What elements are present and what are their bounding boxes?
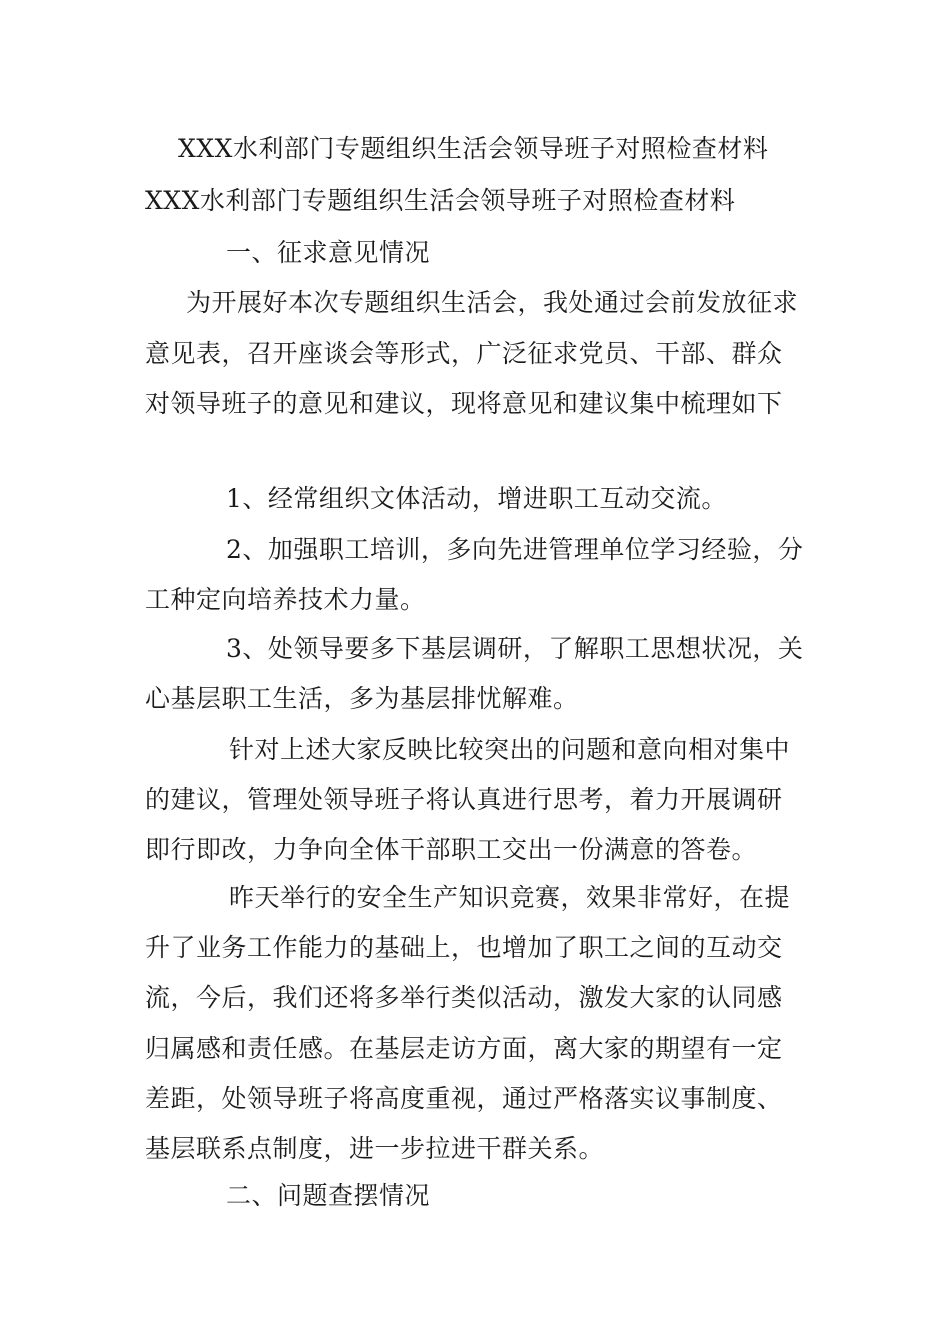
list-item: 2、加强职工培训，多向先进管理单位学习经验，分 xyxy=(226,535,804,564)
paragraph-line: 升了业务工作能力的基础上，也增加了职工之间的互动交 xyxy=(145,933,783,962)
paragraph-line: 意见表，召开座谈会等形式，广泛征求党员、干部、群众 xyxy=(145,339,783,368)
paragraph-line: 对领导班子的意见和建议，现将意见和建议集中梳理如下 xyxy=(145,389,783,418)
paragraph-line: 基层联系点制度，进一步拉进干群关系。 xyxy=(145,1134,605,1163)
paragraph-line: 昨天举行的安全生产知识竞赛，效果非常好，在提 xyxy=(229,883,791,912)
section1-heading: 一、征求意见情况 xyxy=(226,238,431,267)
paragraph-line: 即行即改，力争向全体干部职工交出一份满意的答卷。 xyxy=(145,835,758,864)
document-title-repeat: XXX水利部门专题组织生活会领导班子对照检查材料 xyxy=(145,186,736,215)
paragraph-line: 归属感和责任感。在基层走访方面，离大家的期望有一定 xyxy=(145,1034,783,1063)
document-title: XXX水利部门专题组织生活会领导班子对照检查材料 xyxy=(178,134,769,163)
paragraph-line: 为开展好本次专题组织生活会，我处通过会前发放征求 xyxy=(186,288,799,317)
paragraph-line: 流，今后，我们还将多举行类似活动，激发大家的认同感 xyxy=(145,983,783,1012)
paragraph-line: 的建议，管理处领导班子将认真进行思考，着力开展调研 xyxy=(145,785,783,814)
list-item-continuation: 工种定向培养技术力量。 xyxy=(145,585,426,614)
section2-heading: 二、问题查摆情况 xyxy=(226,1181,431,1210)
list-item: 1、经常组织文体活动，增进职工互动交流。 xyxy=(226,484,727,513)
list-item-continuation: 心基层职工生活，多为基层排忧解难。 xyxy=(145,684,579,713)
paragraph-line: 针对上述大家反映比较突出的问题和意向相对集中 xyxy=(229,735,791,764)
paragraph-line: 差距，处领导班子将高度重视，通过严格落实议事制度、 xyxy=(145,1084,783,1113)
list-item: 3、处领导要多下基层调研，了解职工思想状况，关 xyxy=(226,634,804,663)
